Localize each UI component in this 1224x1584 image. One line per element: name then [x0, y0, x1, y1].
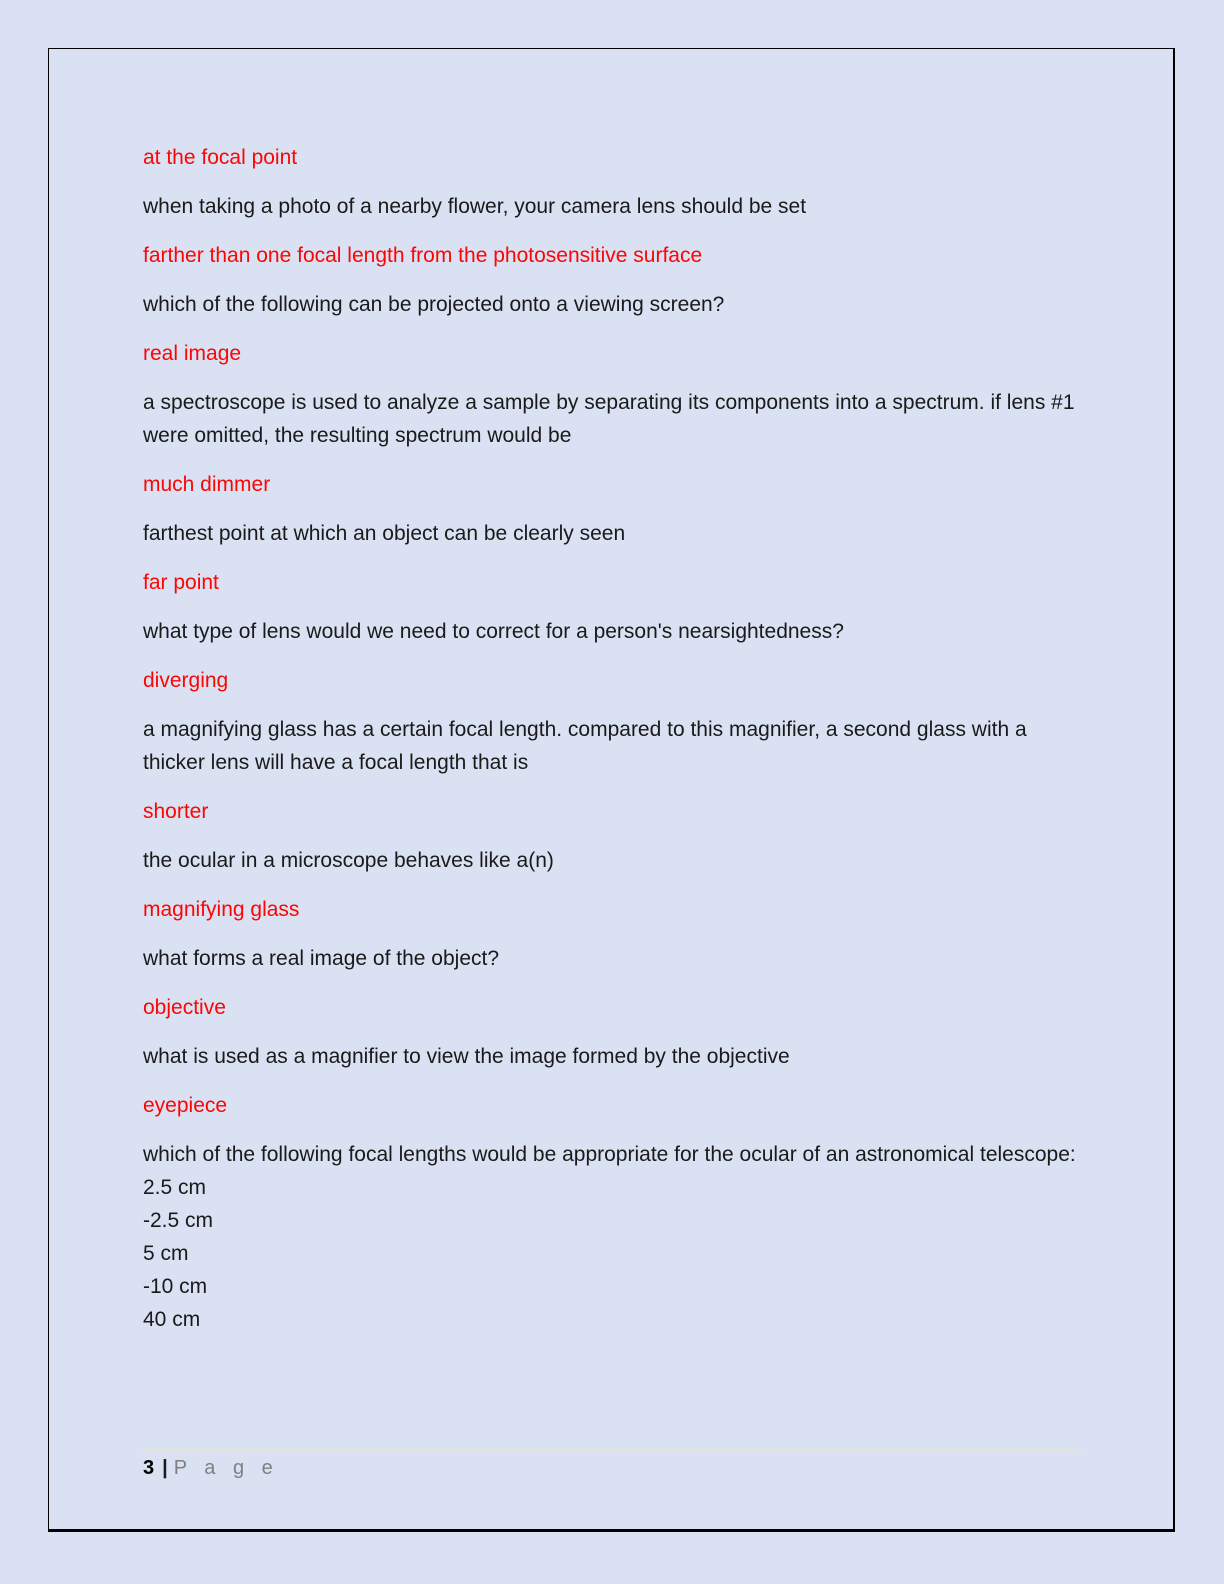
question-text: a spectroscope is used to analyze a sample by separating its components into a spectrum. if lens #1 were omitted, the resulting spectrum would be: [143, 391, 1075, 447]
question-text: farthest point at which an object can be clearly seen: [143, 522, 626, 545]
page-footer: [143, 1449, 1081, 1480]
question-text: what is used as a magnifier to view the image formed by the objective: [143, 1045, 790, 1068]
question-text: which of the following can be projected onto a viewing screen?: [143, 293, 725, 316]
option-line: -2.5 cm: [143, 1209, 214, 1232]
answer-text: objective: [143, 996, 226, 1019]
document-body: [143, 141, 1085, 1352]
question-with-options: [143, 1138, 1085, 1336]
option-line: 5 cm: [143, 1242, 189, 1265]
option-line: 40 cm: [143, 1308, 201, 1331]
option-line: -10 cm: [143, 1275, 208, 1298]
question-text: a magnifying glass has a certain focal length. compared to this magnifier, a second glass with a thicker lens will have a focal length that is: [143, 718, 1027, 774]
answer-text: much dimmer: [143, 473, 271, 496]
answer-text: at the focal point: [143, 146, 298, 169]
answer-text: far point: [143, 571, 219, 594]
answer-text: shorter: [143, 800, 209, 823]
answer-text: eyepiece: [143, 1094, 228, 1117]
answer-text: real image: [143, 342, 242, 365]
question-text: what type of lens would we need to correct for a person's nearsightedness?: [143, 620, 844, 643]
footer-page-label: P a g e: [173, 1457, 279, 1479]
question-text: which of the following focal lengths would be appropriate for the ocular of an astronomical telescope:: [143, 1143, 1076, 1166]
answer-text: magnifying glass: [143, 898, 300, 921]
answer-text: farther than one focal length from the photosensitive surface: [143, 244, 703, 267]
footer-page-number: 3: [143, 1457, 155, 1479]
question-text: the ocular in a microscope behaves like a(n): [143, 849, 554, 872]
answer-text: diverging: [143, 669, 229, 692]
option-line: 2.5 cm: [143, 1176, 207, 1199]
question-text: when taking a photo of a nearby flower, your camera lens should be set: [143, 195, 807, 218]
footer-separator: |: [162, 1457, 168, 1479]
question-text: what forms a real image of the object?: [143, 947, 500, 970]
